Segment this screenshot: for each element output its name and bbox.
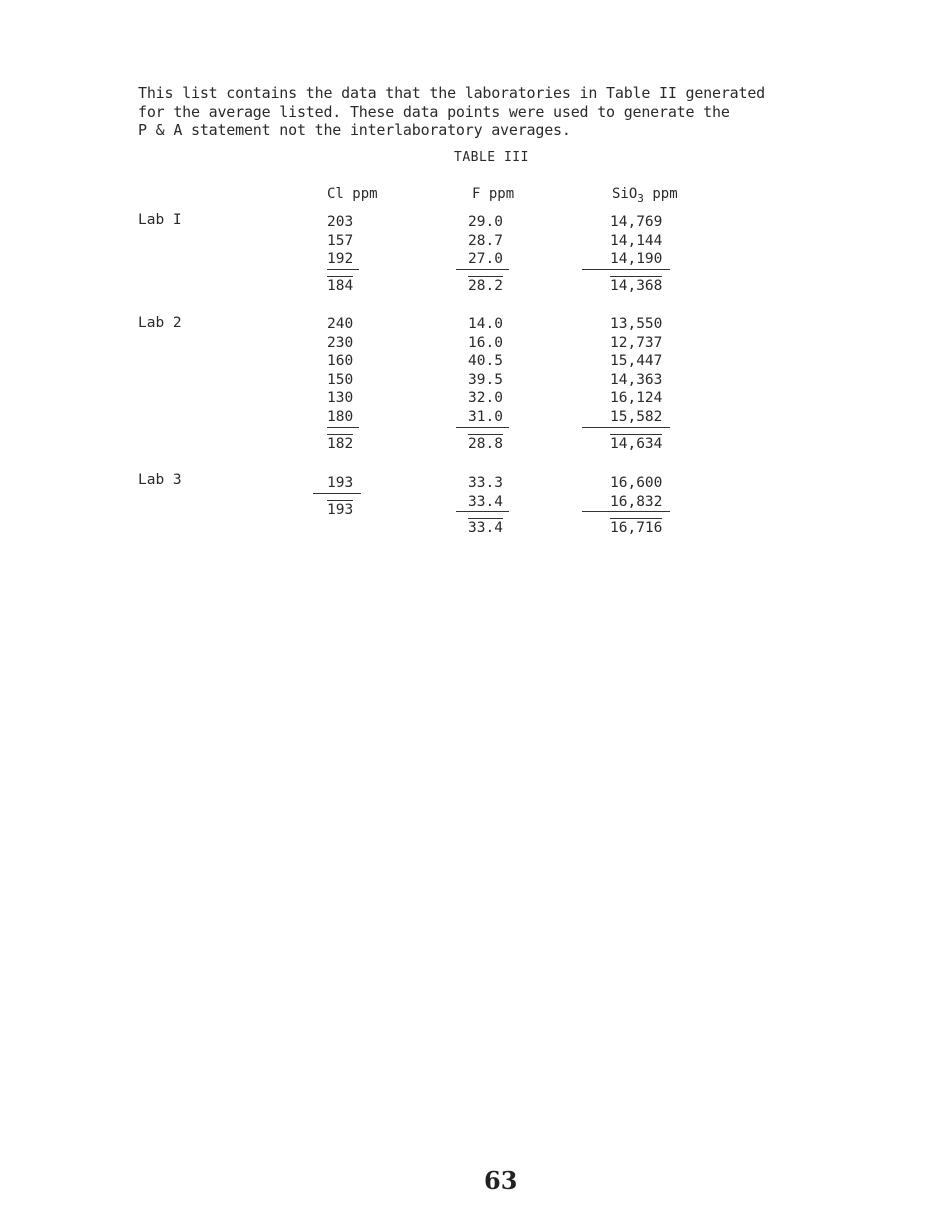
sio3-average: 16,716 xyxy=(610,520,663,537)
column-header-cl: Cl ppm xyxy=(327,186,378,202)
table-title: TABLE III xyxy=(454,150,529,165)
f-value: 27.0 xyxy=(456,250,509,270)
page-number: 63 xyxy=(484,1166,518,1195)
sio3-value: 16,124 xyxy=(610,390,663,407)
f-value: 31.0 xyxy=(456,408,509,428)
f-value: 29.0 xyxy=(468,214,503,230)
lab3-sio3-column xyxy=(610,474,670,538)
f-value: 33.4 xyxy=(456,493,509,513)
cl-average: 184 xyxy=(327,277,354,294)
sio3-value: 14,363 xyxy=(610,371,663,388)
sio3-average: 14,368 xyxy=(610,277,663,294)
f-average: 28.8 xyxy=(468,435,503,452)
intro-line: This list contains the data that the laboratories in Table II generated xyxy=(138,84,765,102)
cl-value: 193 xyxy=(313,474,361,494)
lab-label: Lab I xyxy=(138,212,182,228)
sio3-header-subscript: 3 xyxy=(637,192,644,205)
sio3-value: 14,190 xyxy=(582,250,670,270)
cl-value: 203 xyxy=(327,214,354,230)
f-value: 40.5 xyxy=(468,353,503,370)
column-header-f: F ppm xyxy=(472,186,515,202)
intro-paragraph xyxy=(138,84,818,140)
lab-label: Lab 3 xyxy=(138,472,182,488)
intro-line: P & A statement not the interlaboratory averages. xyxy=(138,121,571,139)
lab1-cl-column xyxy=(327,213,359,295)
cl-value: 160 xyxy=(327,353,354,370)
cl-value: 240 xyxy=(327,316,354,332)
cl-value: 130 xyxy=(327,390,354,407)
lab2-sio3-column xyxy=(610,315,670,453)
cl-value: 157 xyxy=(327,232,354,249)
cl-value: 150 xyxy=(327,371,354,388)
cl-value: 230 xyxy=(327,334,354,351)
f-value: 32.0 xyxy=(468,390,503,407)
cl-average: 182 xyxy=(327,435,354,452)
cl-value: 192 xyxy=(327,250,359,270)
f-value: 28.7 xyxy=(468,232,503,249)
lab3-f-column xyxy=(468,474,509,538)
sio3-average: 14,634 xyxy=(610,435,663,452)
f-value: 14.0 xyxy=(468,316,503,332)
sio3-value: 14,769 xyxy=(610,214,663,230)
sio3-value: 14,144 xyxy=(610,232,663,249)
cl-average: 193 xyxy=(327,501,354,518)
lab2-cl-column xyxy=(327,315,359,453)
lab-label: Lab 2 xyxy=(138,315,182,331)
lab1-f-column xyxy=(468,213,509,295)
sio3-value: 12,737 xyxy=(610,334,663,351)
sio3-value: 15,447 xyxy=(610,353,663,370)
f-value: 33.3 xyxy=(468,475,503,491)
cl-value: 180 xyxy=(327,408,359,428)
column-header-sio3 xyxy=(612,186,678,205)
lab2-f-column xyxy=(468,315,509,453)
sio3-value: 16,600 xyxy=(610,475,663,491)
sio3-value: 15,582 xyxy=(582,408,670,428)
sio3-header-base: SiO xyxy=(612,186,638,202)
f-value: 39.5 xyxy=(468,371,503,388)
lab3-cl-column xyxy=(327,474,361,519)
f-average: 33.4 xyxy=(468,520,503,537)
sio3-value: 13,550 xyxy=(610,316,663,332)
lab1-sio3-column xyxy=(610,213,670,295)
f-average: 28.2 xyxy=(468,277,503,294)
intro-line: for the average listed. These data points were used to generate the xyxy=(138,102,730,121)
sio3-header-unit: ppm xyxy=(652,186,678,202)
sio3-value: 16,832 xyxy=(582,493,670,513)
f-value: 16.0 xyxy=(468,334,503,351)
